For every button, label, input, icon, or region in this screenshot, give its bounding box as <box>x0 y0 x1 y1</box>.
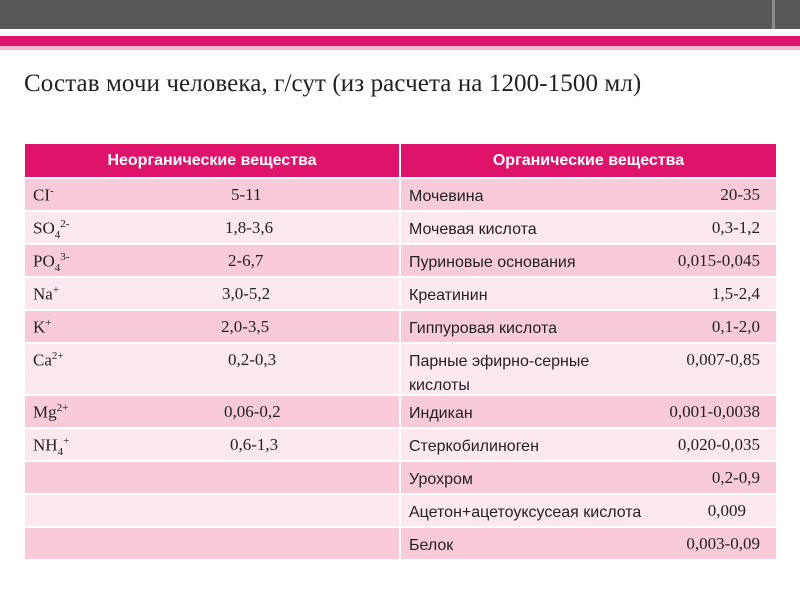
formula-subscript: 4 <box>54 229 61 242</box>
organic-value: 0,015-0,045 <box>677 251 760 270</box>
organic-cell-content <box>401 528 776 559</box>
inorganic-cell-content <box>25 278 399 309</box>
formula-base: K <box>33 317 46 337</box>
inorganic-formula <box>33 402 68 423</box>
table-row <box>24 211 777 244</box>
formula-subscript: 4 <box>54 262 61 275</box>
organic-value: 0,020-0,035 <box>677 435 760 454</box>
organic-value: 0,1-2,0 <box>711 317 760 336</box>
inorganic-value: 2-6,7 <box>228 251 264 270</box>
formula-superscript: 2+ <box>56 402 69 414</box>
inorganic-formula <box>33 185 54 206</box>
organic-value: 0,003-0,09 <box>686 534 760 553</box>
table-row <box>24 343 777 395</box>
formula-subscript: 4 <box>57 446 64 459</box>
inorganic-formula <box>33 218 69 241</box>
inorganic-cell <box>24 395 400 428</box>
organic-cell-content <box>401 245 776 276</box>
accent-stripe-light <box>0 46 800 50</box>
organic-cell-content <box>401 495 776 526</box>
formula-superscript: + <box>63 435 70 447</box>
inorganic-cell-content <box>25 179 399 210</box>
inorganic-cell <box>24 461 400 494</box>
table-row <box>24 244 777 277</box>
formula-superscript: 2+ <box>51 350 64 362</box>
inorganic-cell-content <box>25 429 399 460</box>
organic-value: 0,007-0,85 <box>686 350 760 369</box>
organic-cell <box>400 343 777 395</box>
organic-cell-content <box>401 396 776 427</box>
inorganic-value: 2,0-3,5 <box>221 317 270 336</box>
table-row <box>24 461 777 494</box>
organic-cell-content <box>401 429 776 460</box>
formula-superscript: + <box>45 317 52 329</box>
header-inorganic <box>24 143 400 178</box>
organic-value: 0,001-0,0038 <box>669 402 760 421</box>
organic-name: Мочевина <box>409 188 484 205</box>
inorganic-formula <box>33 350 64 371</box>
organic-cell <box>400 277 777 310</box>
organic-name: Белок <box>409 537 454 554</box>
organic-name: Гиппуровая кислота <box>409 320 558 337</box>
table-row <box>24 527 777 560</box>
inorganic-cell-content <box>25 212 399 243</box>
inorganic-cell <box>24 244 400 277</box>
header-organic <box>400 143 777 178</box>
organic-cell-content <box>401 212 776 243</box>
organic-name: Урохром <box>409 471 473 488</box>
organic-value: 1,5-2,4 <box>711 284 760 303</box>
organic-cell <box>400 395 777 428</box>
inorganic-value: 0,2-0,3 <box>228 350 277 369</box>
organic-cell-content <box>401 311 776 342</box>
organic-name: Индикан <box>409 405 473 422</box>
inorganic-value: 0,06-0,2 <box>224 402 281 421</box>
organic-cell <box>400 461 777 494</box>
organic-cell <box>400 527 777 560</box>
inorganic-cell <box>24 527 400 560</box>
formula-superscript: 3- <box>60 251 70 263</box>
inorganic-cell <box>24 178 400 211</box>
table-row <box>24 395 777 428</box>
inorganic-cell-content <box>25 344 399 394</box>
inorganic-cell <box>24 494 400 527</box>
inorganic-formula <box>33 435 69 458</box>
accent-stripe <box>0 36 800 46</box>
organic-cell-content <box>401 462 776 493</box>
organic-name: Креатинин <box>409 287 488 304</box>
formula-base: Ca <box>33 350 52 370</box>
organic-name: Пуриновые основания <box>409 254 576 271</box>
table-row <box>24 178 777 211</box>
inorganic-cell-content <box>25 528 399 559</box>
inorganic-formula <box>33 317 52 338</box>
top-bar-edge <box>0 0 775 29</box>
header-inorganic-label: Неорганические вещества <box>107 151 317 169</box>
organic-cell <box>400 494 777 527</box>
organic-cell <box>400 211 777 244</box>
organic-cell-content <box>401 179 776 210</box>
inorganic-cell-content <box>25 311 399 342</box>
inorganic-cell <box>24 343 400 395</box>
inorganic-formula <box>33 251 69 274</box>
organic-cell <box>400 244 777 277</box>
table-body <box>24 178 777 560</box>
inorganic-value: 1,8-3,6 <box>225 218 274 237</box>
inorganic-value: 0,6-1,3 <box>230 435 279 454</box>
organic-cell <box>400 428 777 461</box>
table-header-row <box>24 143 777 178</box>
formula-superscript: + <box>52 284 60 296</box>
composition-table <box>24 143 777 560</box>
inorganic-cell <box>24 277 400 310</box>
organic-cell-content <box>401 344 776 394</box>
formula-base: CI <box>33 185 50 205</box>
organic-name: Мочевая кислота <box>409 221 537 238</box>
page-title: Состав мочи человека, г/сут (из расчета на 1200-1500 мл) <box>24 70 642 97</box>
organic-name: Стеркобилиноген <box>409 438 539 455</box>
inorganic-cell <box>24 428 400 461</box>
header-organic-label: Органические вещества <box>492 151 685 169</box>
organic-value: 20-35 <box>720 185 760 204</box>
formula-superscript: - <box>50 185 54 197</box>
top-bar <box>0 0 800 29</box>
formula-base: SO <box>33 218 55 238</box>
inorganic-cell-content <box>25 495 399 526</box>
formula-superscript: 2- <box>60 218 70 230</box>
organic-value: 0,009 <box>707 501 746 520</box>
organic-name: Ацетон+ацетоуксусеая кислота <box>409 504 642 521</box>
inorganic-value: 5-11 <box>231 185 262 204</box>
table-row <box>24 310 777 343</box>
inorganic-cell-content <box>25 245 399 276</box>
inorganic-cell <box>24 211 400 244</box>
table-row <box>24 428 777 461</box>
table-row <box>24 494 777 527</box>
inorganic-cell <box>24 310 400 343</box>
organic-value: 0,3-1,2 <box>711 218 760 237</box>
organic-cell <box>400 310 777 343</box>
organic-cell <box>400 178 777 211</box>
formula-base: PO <box>33 251 55 271</box>
formula-base: Na <box>33 284 53 304</box>
organic-name: Парные эфирно-серные кислоты <box>409 353 590 394</box>
inorganic-cell-content <box>25 462 399 493</box>
organic-cell-content <box>401 278 776 309</box>
inorganic-cell-content <box>25 396 399 427</box>
formula-base: NH <box>33 435 58 455</box>
inorganic-formula <box>33 284 59 305</box>
formula-base: Mg <box>33 402 57 422</box>
organic-value: 0,2-0,9 <box>711 468 760 487</box>
table-row <box>24 277 777 310</box>
inorganic-value: 3,0-5,2 <box>222 284 271 303</box>
